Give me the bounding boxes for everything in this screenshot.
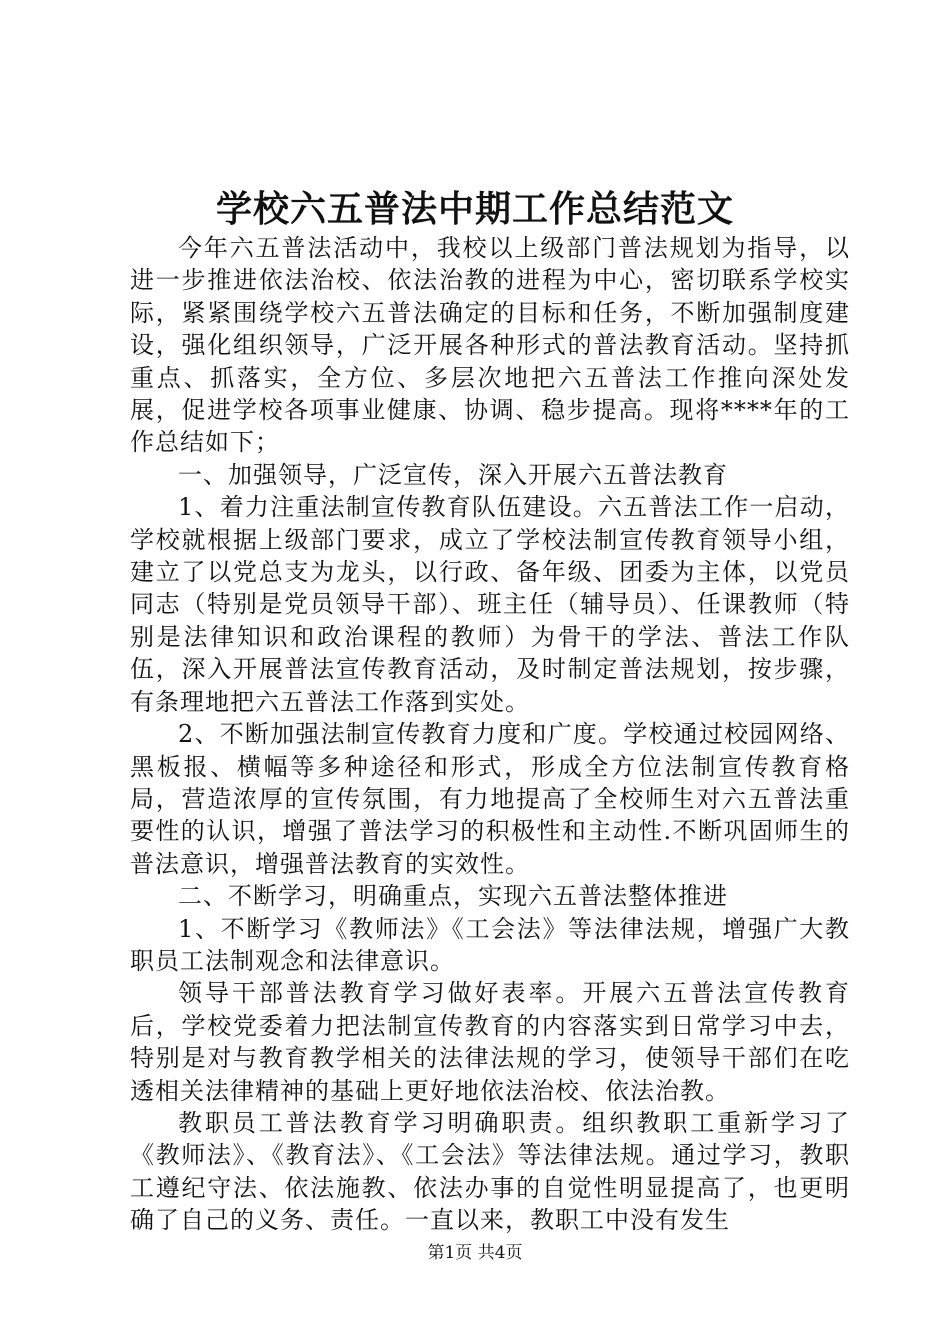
section-heading-2: 二、不断学习，明确重点，实现六五普法整体推进 — [178, 882, 728, 911]
paragraph-staff: 教职员工普法教育学习明确职责。组织教职工重新学习了《教师法》、《教育法》、《工会法》等法律法规。通过学习，教职工遵纪守法、依法施教、依法办事的自觉性明显提高了，也更明确了自己的义务、责任。一直以来，教职工中没有发生 — [130, 1108, 850, 1235]
paragraph-1-1: 1、着力注重法制宣传教育队伍建设。六五普法工作一启动，学校就根据上级部门要求，成立了学校法制宣传教育领导小组，建立了以党总支为龙头，以行政、备年级、团委为主体，以党员同志（特别是党员领导干部）、班主任（辅导员）、任课教师（特别是法律知识和政治课程的教师）为骨干的学法、普法工作队伍，深入开展普法宣传教育活动，及时制定普法规划，按步骤，有条理地把六五普法工作落到实处。 — [130, 493, 850, 716]
document-title: 学校六五普法中期工作总结范文 — [215, 188, 734, 230]
paragraph-2-1: 1、不断学习《教师法》《工会法》等法律法规，增强广大教职员工法制观念和法律意识。 — [130, 914, 850, 975]
paragraph-leaders: 领导干部普法教育学习做好表率。开展六五普法宣传教育后，学校党委着力把法制宣传教育的内容落实到日常学习中去，特别是对与教育教学相关的法律法规的学习，使领导干部们在吃透相关法律精神的基础上更好地依法治校、依法治教。 — [130, 979, 850, 1105]
paragraph-1-2: 2、不断加强法制宣传教育力度和广度。学校通过校园网络、黑板报、横幅等多种途径和形式，形成全方位法制宣传教育格局，营造浓厚的宣传氛围，有力地提高了全校师生对六五普法重要性的认识，增强了普法学习的积极性和主动性.不断巩固师生的普法意识，增强普法教育的实效性。 — [130, 720, 850, 878]
paragraph-intro: 今年六五普法活动中，我校以上级部门普法规划为指导，以进一步推进依法治校、依法治教的进程为中心，密切联系学校实际，紧紧围绕学校六五普法确定的目标和任务，不断加强制度建设，强化组织领导，广泛开展各种形式的普法教育活动。坚持抓重点、抓落实，全方位、多层次地把六五普法工作推向深处发展，促进学校各项事业健康、协调、稳步提高。现将****年的工作总结如下； — [130, 234, 850, 457]
document-body — [130, 232, 850, 1237]
page-number-footer: 第1页 共4页 — [427, 1243, 523, 1263]
section-heading-1: 一、加强领导，广泛宣传，深入开展六五普法教育 — [178, 460, 728, 489]
